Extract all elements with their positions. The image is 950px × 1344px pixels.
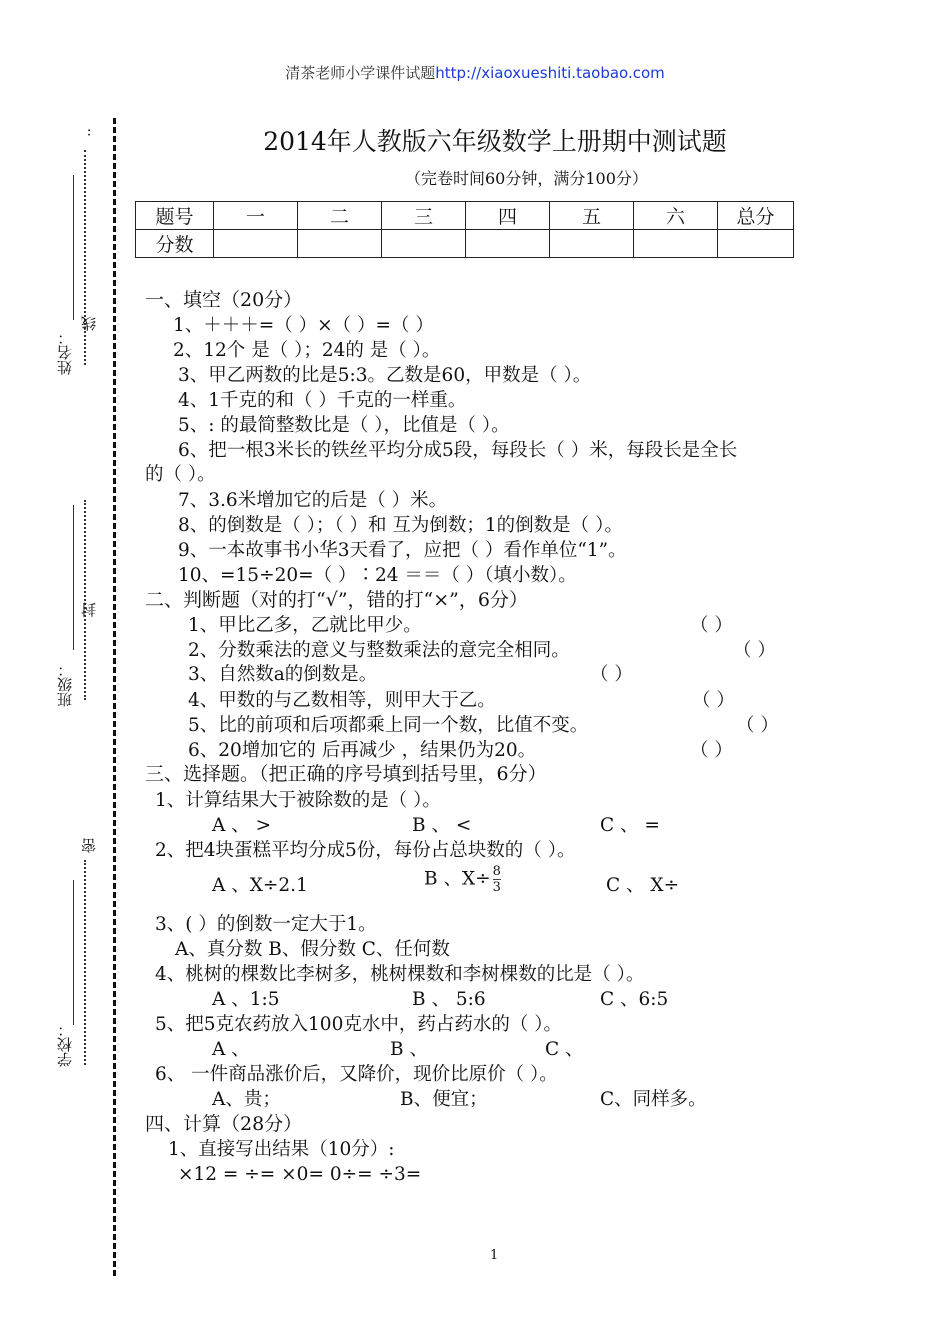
s1-question-3: 3、甲乙两数的比是5:3。乙数是60，甲数是（ ）。 (178, 365, 592, 386)
score-input-cell[interactable] (718, 230, 794, 258)
section-2-heading: 二、判断题（对的打“√”，错的打“×”，6分） (145, 589, 528, 611)
section-1-heading: 一、填空（20分） (145, 289, 303, 311)
s1-question-5: 5、: 的最简整数比是（ ），比值是（ ）。 (178, 415, 510, 436)
s3-question-2: 2、把4块蛋糕平均分成5份，每份占总块数的（ ）。 (155, 840, 576, 861)
s3-q2-option-c: C 、 X÷ (606, 875, 680, 896)
score-input-cell[interactable] (550, 230, 634, 258)
page-title: 2014年人教版六年级数学上册期中测试题 (263, 127, 727, 156)
table-cell: 一 (214, 202, 298, 230)
line-char: 线 (80, 316, 98, 331)
s1-question-9: 9、一本故事书小华3天看了，应把（ ）看作单位“1”。 (178, 540, 627, 561)
table-cell: 分数 (136, 230, 214, 258)
s3-q6-option-a: A、贵； (212, 1089, 281, 1110)
table-cell: 四 (466, 202, 550, 230)
table-cell: 五 (550, 202, 634, 230)
binding-dashed-line (113, 118, 116, 1276)
score-input-cell[interactable] (466, 230, 550, 258)
score-table (135, 201, 794, 258)
answer-paren: （ ） (733, 640, 776, 661)
table-cell: 六 (634, 202, 718, 230)
header-url[interactable]: http://xiaoxueshiti.taobao.com (435, 64, 665, 82)
s1-question-2: 2、12个 是（ ）；24的 是（ ）。 (173, 340, 441, 361)
answer-paren: （ ） (736, 715, 779, 736)
secret-char: 密 (80, 838, 98, 853)
name-underline (73, 175, 74, 320)
table-cell: 总分 (718, 202, 794, 230)
s2-question-4: 4、甲数的与乙数相等，则甲大于乙。 (188, 690, 496, 711)
school-underline (73, 880, 74, 1025)
s3-q5-option-a: A 、 (212, 1039, 250, 1060)
score-input-cell[interactable] (214, 230, 298, 258)
s3-q1-option-a: A 、 > (212, 815, 272, 836)
s4-calc-row: ×12 = ÷= ×0= 0÷= ÷3= (178, 1164, 422, 1185)
score-table-header-row (136, 202, 794, 230)
s1-question-6b: 的（ ）。 (145, 464, 216, 485)
fraction (493, 864, 501, 895)
fraction-denominator: 3 (492, 880, 501, 895)
s3-question-3: 3、( ）的倒数一定大于1。 (155, 914, 377, 935)
answer-paren: （ ） (690, 615, 733, 636)
s3-q2-option-a: A 、X÷2.1 (212, 875, 308, 896)
s3-q4-option-a: A 、1:5 (212, 989, 280, 1010)
s3-q4-option-c: C 、6:5 (600, 989, 669, 1010)
fraction-numerator: 8 (492, 864, 501, 879)
s4-question-1: 1、直接写出结果（10分）: (168, 1139, 395, 1160)
option-b-text: B 、X÷ (424, 868, 491, 890)
section-3-heading: 三、选择题。（把正确的序号填到括号里，6分） (145, 763, 547, 785)
s3-q1-option-c: C 、 = (600, 815, 660, 836)
s1-question-7: 7、3.6米增加它的后是（ ）米。 (178, 490, 448, 511)
s3-q6-option-b: B、便宜； (400, 1089, 488, 1110)
s2-question-2: 2、分数乘法的意义与整数乘法的意完全相同。 (188, 640, 570, 661)
s3-q5-option-b: B 、 (390, 1039, 428, 1060)
s2-question-5: 5、比的前项和后项都乘上同一个数，比值不变。 (188, 715, 589, 736)
score-table-score-row (136, 230, 794, 258)
page-number: 1 (490, 1248, 499, 1263)
s3-question-5: 5、把5克农药放入100克水中，药占药水的（ ）。 (155, 1014, 562, 1035)
s2-question-1: 1、甲比乙多，乙就比甲少。 (188, 615, 422, 636)
score-input-cell[interactable] (382, 230, 466, 258)
margin-colon: .. (78, 128, 94, 137)
s3-q3-options: A、真分数 B、假分数 C、任何数 (175, 939, 450, 960)
margin-dotted-line-3 (84, 860, 86, 1065)
s1-question-6a: 6、把一根3米长的铁丝平均分成5段，每段长（ ）米，每段长是全长 (178, 440, 738, 461)
s3-q5-option-c: C 、 (545, 1039, 584, 1060)
s2-question-6: 6、20增加它的 后再减少 ，结果仍为20。 (188, 740, 537, 761)
s3-q1-option-b: B 、 < (412, 815, 472, 836)
header-text: 清茶老师小学课件试题 (285, 64, 436, 82)
s3-question-6: 6、 一件商品涨价后，又降价，现价比原价（ ）。 (155, 1064, 558, 1085)
s1-question-4: 4、1千克的和（ ）千克的一样重。 (178, 390, 467, 411)
s3-q6-option-c: C、同样多。 (600, 1089, 707, 1110)
page-header (0, 62, 950, 83)
answer-paren: （ ） (692, 690, 735, 711)
s1-question-10: 10、=15÷20=（ ）∶24 ＝＝（ ）（填小数）。 (178, 565, 577, 586)
answer-paren: （ ） (690, 740, 733, 761)
page-subtitle: （完卷时间60分钟，满分100分） (405, 169, 648, 188)
s3-question-4: 4、桃树的棵数比李树多，桃树棵数和李树棵数的比是（ ）。 (155, 964, 645, 985)
school-label: 学校： (56, 1022, 74, 1067)
s1-question-1: 1、＋＋＋=（ ）×（ ）=（ ） (173, 315, 434, 336)
section-4-heading: 四、计算（28分） (145, 1113, 303, 1135)
class-underline (73, 505, 74, 650)
score-input-cell[interactable] (634, 230, 718, 258)
score-input-cell[interactable] (298, 230, 382, 258)
s3-q2-option-b (424, 864, 503, 895)
name-label: 姓名： (56, 330, 74, 375)
table-cell: 题号 (136, 202, 214, 230)
seal-char: 封 (80, 602, 98, 617)
s1-question-8: 8、的倒数是（ ）；（ ）和 互为倒数；1的倒数是（ ）。 (178, 515, 623, 536)
answer-paren: （ ） (590, 664, 633, 685)
margin-dotted-line-2 (84, 500, 86, 700)
table-cell: 二 (298, 202, 382, 230)
s3-question-1: 1、计算结果大于被除数的是（ ）。 (155, 790, 441, 811)
margin-dotted-line-1 (84, 150, 86, 365)
class-label: 班级： (56, 662, 74, 707)
s2-question-3: 3、自然数a的倒数是。 (188, 664, 378, 685)
s3-q4-option-b: B 、 5:6 (412, 989, 486, 1010)
table-cell: 三 (382, 202, 466, 230)
